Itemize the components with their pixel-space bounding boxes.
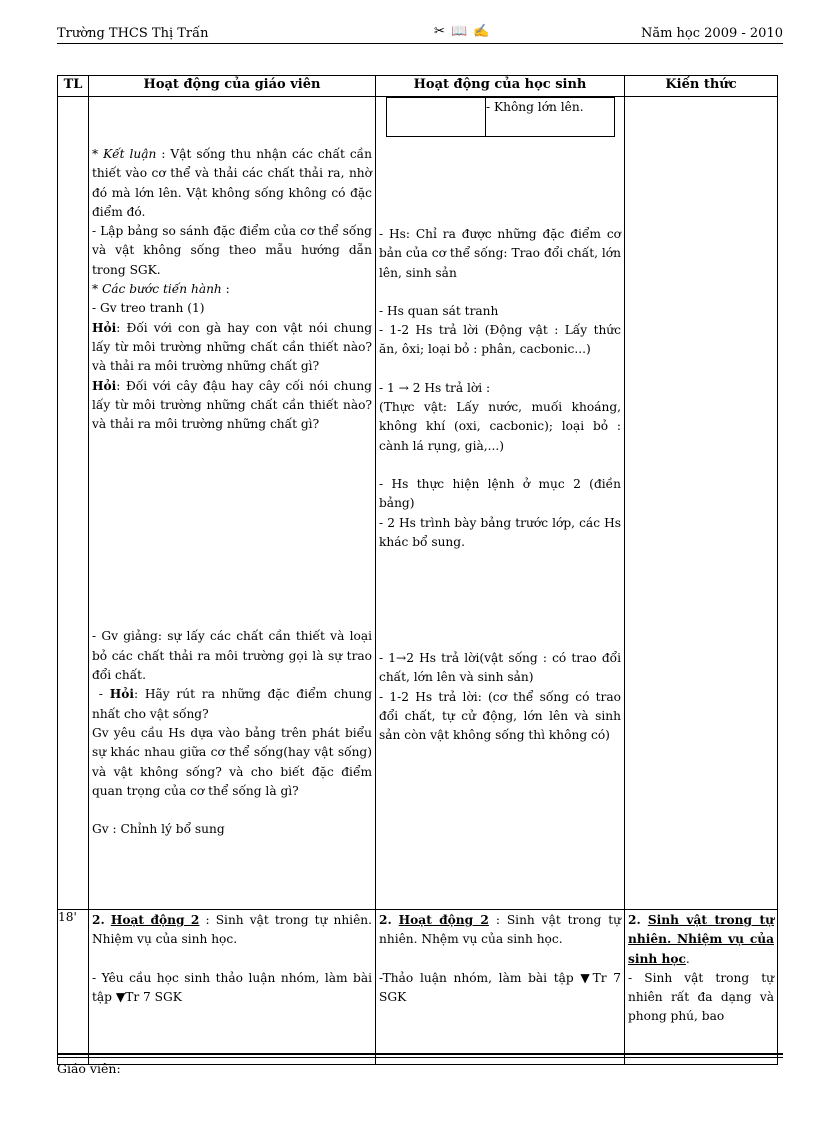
teacher-conclusion: * Kết luận : Vật sống thu nhận các chất cần thiết vào cơ thể và thải các chất thải ra, nhờ đó mà lớn lên. Vật không sống không có đặc điểm đó. [92, 147, 372, 219]
teacher-hang-picture: - Gv treo tranh (1) [92, 301, 205, 316]
student-fill-table: - Hs thực hiện lệnh ở mục 2 (điền bảng) [379, 476, 621, 511]
student-observe: - Hs quan sát tranh [379, 303, 499, 318]
teacher-steps-title: * Các bước tiến hành : [92, 282, 230, 297]
teacher-question-animal: Hỏi: Đối với con gà hay con vật nói chung lấy từ môi trường những chất cần thiết nào?và thải ra môi trường những chất gì? [92, 320, 372, 374]
student-features: - Hs: Chỉ ra được những đặc điểm cơ bản của cơ thể sống: Trao đổi chất, lớn lên, sinh sản [379, 227, 621, 280]
student-answer-plant-intro: - 1 → 2 Hs trả lời : [379, 380, 491, 395]
student-answer-living: - 1→2 Hs trả lời(vật sống : có trao đổi chất, lớn lên và sinh sản) [379, 651, 621, 685]
row2-teacher-cell [89, 910, 376, 1065]
student-answer-plant: (Thực vật: Lấy nước, muối khoáng, không khí (oxi, cacbonic); loại bỏ : cành lá rụng, già,...) [379, 400, 621, 453]
footer-divider [57, 1053, 783, 1055]
school-year: Năm học 2009 - 2010 [640, 26, 783, 41]
table-row [58, 97, 778, 910]
knowledge-text: - Sinh vật trong tự nhiên rất đa dạng và phong phú, bao [628, 970, 774, 1024]
col-header-tl: TL [58, 76, 89, 97]
row2-knowledge-cell [625, 910, 778, 1065]
teacher-step-table: - Lập bảng so sánh đặc điểm của cơ thể sống và vật không sống theo mẫu hướng dẫn trong SGK. [92, 224, 372, 277]
header-ornament-icon: ✂ 📖 ✍ [434, 24, 491, 39]
row2-tl: 18' [58, 910, 89, 1065]
student-activity2-task: -Thảo luận nhóm, làm bài tập ▼Tr 7 SGK [379, 970, 621, 1004]
teacher-activity2-task: - Yêu cầu học sinh thảo luận nhóm, làm bài tập ▼Tr 7 SGK [92, 970, 372, 1004]
teacher-activity2-title: 2. Hoạt động 2 : Sinh vật trong tự nhiên. Nhiệm vụ của sinh học. [92, 913, 373, 947]
inner-box-right: - Không lớn lên. [486, 98, 615, 137]
student-inner-box [386, 97, 615, 137]
knowledge-title: 2. Sinh vật trong tự nhiên. Nhiệm vụ của sinh học. [628, 913, 775, 966]
row1-tl [58, 97, 89, 910]
col-header-knowledge: Kiến thức [625, 76, 778, 97]
footer-divider-thin [57, 1057, 783, 1058]
footer-teacher-label: Giáo viên: [57, 1061, 121, 1076]
teacher-question-plant: Hỏi: Đối với cây đậu hay cây cối nói chung lấy từ môi trường những chất cần thiết nào?và thải ra môi trường những chất gì? [92, 378, 372, 432]
row1-teacher-cell [89, 97, 376, 910]
school-name: Trường THCS Thị Trấn [57, 26, 209, 41]
page-header [57, 24, 783, 42]
table-row [58, 910, 778, 1065]
table-header-row [58, 76, 778, 97]
row1-knowledge-cell [625, 97, 778, 910]
teacher-adjust: Gv : Chỉnh lý bổ sung [92, 822, 225, 837]
student-activity2-title: 2. Hoạt động 2 : Sinh vật trong tự nhiên. Nhệm vụ của sinh học. [379, 913, 622, 947]
student-answer-animal: - 1-2 Hs trả lời (Động vật : Lấy thức ăn, ôxi; loại bỏ : phân, cacbonic...) [379, 323, 621, 357]
inner-box-left [387, 98, 486, 137]
row2-student-cell [376, 910, 625, 1065]
teacher-explain-metabolism: - Gv giảng: sự lấy các chất cần thiết và loại bỏ các chất thải ra môi trường gọi là sự trao đổi chất. [92, 629, 372, 683]
col-header-student: Hoạt động của học sinh [376, 76, 625, 97]
student-present: - 2 Hs trình bày bảng trước lớp, các Hs khác bổ sung. [379, 515, 621, 549]
student-answer-compare: - 1-2 Hs trả lời: (cơ thể sống có trao đổi chất, tự cử động, lớn lên và sinh sản còn vật không sống thì không có) [379, 689, 621, 743]
header-divider [57, 43, 783, 44]
row1-student-cell [376, 97, 625, 910]
lesson-table [57, 75, 778, 1065]
teacher-question-features: - Hỏi: Hãy rút ra những đặc điểm chung nhất cho vật sống? [92, 687, 372, 721]
teacher-request-compare: Gv yêu cầu Hs dựa vào bảng trên phát biểu sự khác nhau giữa cơ thể sống(hay vật sống) và vật không sống? và cho biết đặc điểm quan trọng của cơ thể sống là gì? [92, 725, 372, 798]
col-header-teacher: Hoạt động của giáo viên [89, 76, 376, 97]
